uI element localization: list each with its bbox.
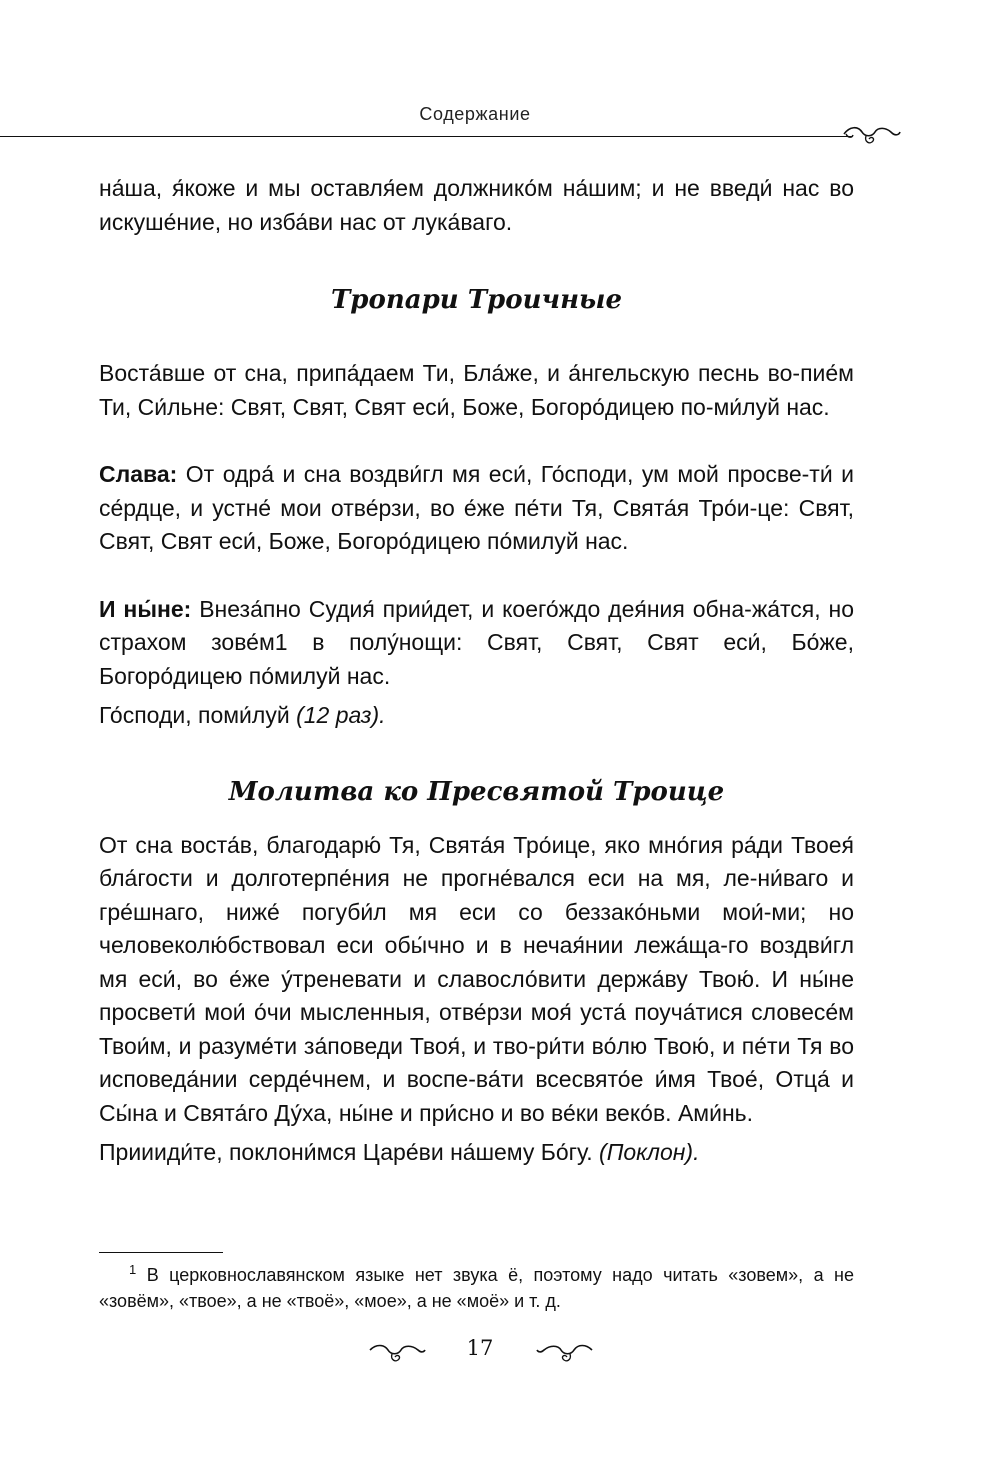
- paragraph-slava: [99, 458, 854, 559]
- poklon-note: (Поклон).: [599, 1139, 700, 1165]
- flourish-ornament-icon: [368, 1340, 426, 1366]
- section-heading-prayer: Молитва ко Пресвятой Троице: [228, 776, 725, 807]
- slava-text: От одра́ и сна воздви́гл мя еси́, Го́споди, ум мой просве-ти́ и се́рдце, и устне́ мои отве́рзи, во е́же пе́ти Тя, Свята́я Тро́и-це: Свят, Свят, Свят еси́, Боже, Богоро́дицею по́милуй нас.: [99, 461, 854, 554]
- paragraph-i-nyne: [99, 593, 854, 694]
- paragraph-prayer: От сна воста́в, благодарю́ Тя, Свята́я Тро́ице, яко мно́гия ра́ди Твоея́ бла́гости и долготерпе́ния не прогне́вался еси на мя, ле-ни́ваго и гре́шнаго, ниже́ погуби́л мя еси со беззако́ньми мои́-ми; но человеколю́бствовал еси обы́чно и в нечая́нии лежа́ща-го воздви́гл мя еси́, во е́же у́треневати и славосло́вити держа́ву Твою́. И ны́не просвети́ мои́ о́чи мысленныя, отве́рзи моя́ уста́ поуча́тися словесе́м Твои́м, и разуме́ти за́поведи Твоя́, и тво-ри́ти во́лю Твою́, и пе́ти Тя во исповеда́нии серде́чнем, и воспе-ва́ти всесвято́е и́мя Твое́, Отца́ и Сы́на и Свята́го Ду́ха, ны́не и при́сно и во ве́ки веко́в. Ами́нь.: [99, 831, 854, 1126]
- slava-label: Слава:: [99, 461, 178, 487]
- priidite-text: Приииди́те, поклони́мся Царе́ви на́шему Бо́гу.: [99, 1139, 593, 1165]
- page-content: [99, 172, 854, 1170]
- footnote-rule: [99, 1252, 223, 1253]
- flourish-ornament-icon: [536, 1340, 594, 1366]
- flourish-ornament-icon: [842, 122, 902, 148]
- page-number: 17: [466, 1336, 494, 1360]
- footnote-text: В церковнославянском языке нет звука ё, поэтому надо читать «зовем», а не «зовём», «твое», а не «твоё», «мое», а не «моё» и т. д.: [99, 1265, 854, 1311]
- footnote-marker: 1: [129, 1262, 137, 1277]
- gospodi-text: Го́споди, поми́луй: [99, 702, 290, 728]
- section-heading-troparia: Тропари Троичные: [330, 285, 623, 315]
- paragraph-troparion: Воста́вше от сна, припа́даем Ти, Бла́же, и а́нгельскую песнь во-пие́м Ти, Си́льне: Свят, Свят, Свят еси́, Боже, Богоро́дицею по-ми́луй нас.: [99, 360, 854, 420]
- paragraph-gospodi: [99, 699, 854, 733]
- running-header-title: Содержание: [419, 104, 531, 124]
- gospodi-note: (12 раз).: [296, 702, 386, 728]
- footnote: [99, 1262, 854, 1314]
- header-rule: [0, 136, 852, 137]
- paragraph-priidite: [99, 1136, 854, 1170]
- i-nyne-label: И ны́не:: [99, 595, 192, 622]
- page-footer: [0, 1336, 1000, 1376]
- i-nyne-text: Внеза́пно Судия́ прии́дет, и коего́ждо дея́ния обна-жа́тся, но страхом зове́м1 в полу́нощи: Свят, Свят, Свят еси́, Бо́же, Богоро́дицею по́милуй нас.: [99, 595, 855, 689]
- paragraph-intro: на́ша, я́коже и мы оставля́ем должнико́м на́шим; и не введи́ нас во искуше́ние, но изба́ви нас от лука́ваго.: [99, 175, 854, 235]
